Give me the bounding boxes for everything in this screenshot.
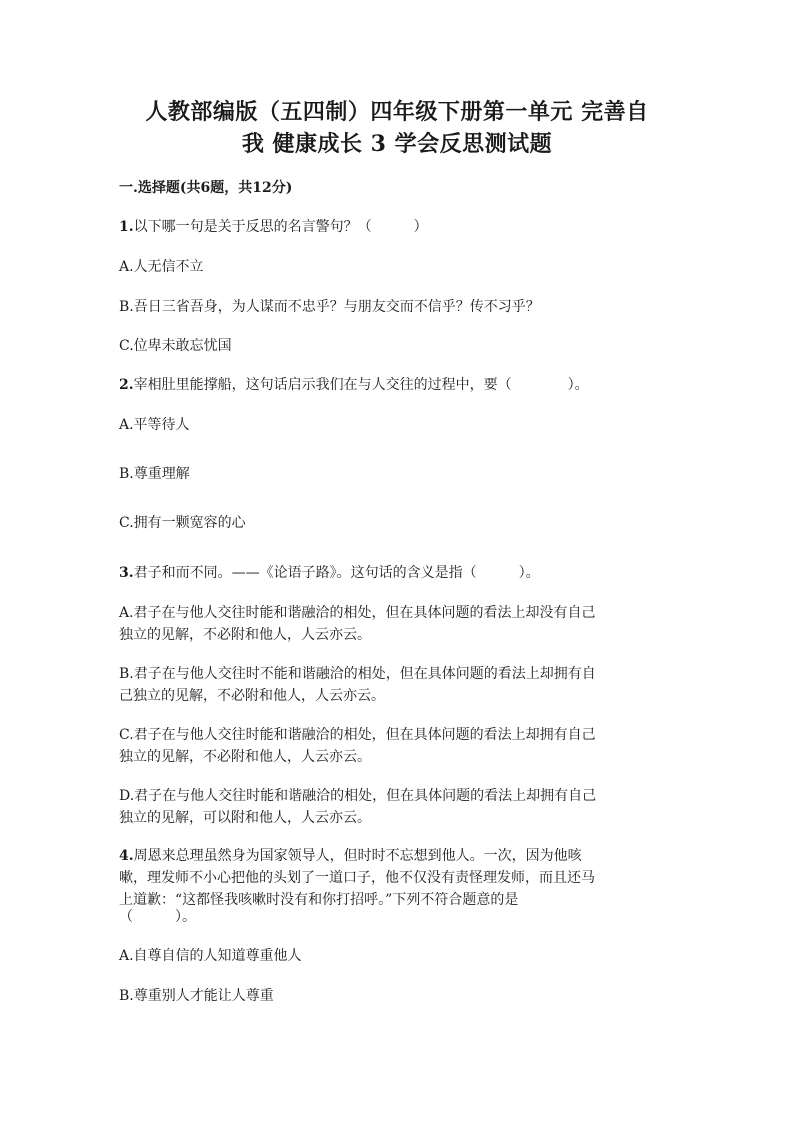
question-text: 君子和而不同。——《论语子路》。这句话的含义是指（ ）。	[133, 565, 540, 581]
question-4-option-a: A.自尊自信的人知道尊重他人	[119, 948, 302, 964]
question-number: 4.	[119, 848, 134, 864]
question-1-option-c: C.位卑未敢忘忧国	[119, 338, 232, 354]
question-3-option-a-line-2: 独立的见解，不必附和他人，人云亦云。	[119, 627, 371, 643]
question-4-stem-line-2: 嗽，理发师不小心把他的头划了一道口子，他不仅没有责怪理发师，而且还马	[119, 870, 595, 886]
question-3-stem	[119, 563, 679, 583]
question-4-stem-line-1	[119, 846, 679, 866]
question-3-option-b-line-1: B.君子在与他人交往时不能和谐融洽的相处，但在具体问题的看法上却拥有自	[119, 666, 596, 682]
question-3-option-c-line-1: C.君子在与他人交往时能和谐融洽的相处，但在具体问题的看法上却拥有自己	[119, 727, 596, 743]
question-1-stem	[119, 217, 679, 237]
question-4-stem-line-4: （ ）。	[119, 909, 196, 925]
question-text: 以下哪一句是关于反思的名言警句？（ ）	[133, 219, 428, 235]
question-2-option-b: B.尊重理解	[119, 466, 190, 482]
page-title-line-2: 我 健康成长 3 学会反思测试题	[241, 131, 553, 157]
question-3-option-d-line-2: 独立的见解，可以附和他人，人云亦云。	[119, 810, 371, 826]
question-3-option-a-line-1: A.君子在与他人交往时能和谐融洽的相处，但在具体问题的看法上却没有自己	[119, 605, 596, 621]
question-number: 2.	[119, 377, 134, 393]
question-number: 3.	[119, 565, 134, 581]
question-text: 宰相肚里能撑船，这句话启示我们在与人交往的过程中，要（ ）。	[133, 377, 589, 393]
question-text: 周恩来总理虽然身为国家领导人，但时时不忘想到他人。一次，因为他咳	[133, 848, 582, 864]
question-3-option-d-line-1: D.君子在与他人交往时能和谐融洽的相处，但在具体问题的看法上却拥有自己	[119, 788, 597, 804]
page-title-line-1: 人教部编版（五四制）四年级下册第一单元 完善自	[145, 99, 649, 125]
question-number: 1.	[119, 219, 134, 235]
question-3-option-b-line-2: 己独立的见解，不必附和他人，人云亦云。	[119, 688, 385, 704]
section-heading: 一.选择题(共6题，共12分)	[119, 180, 293, 196]
question-1-option-b: B.吾日三省吾身，为人谋而不忠乎？与朋友交而不信乎？传不习乎？	[119, 299, 540, 315]
question-2-stem	[119, 375, 679, 395]
question-1-option-a: A.人无信不立	[119, 259, 204, 275]
question-3-option-c-line-2: 独立的见解，不必附和他人，人云亦云。	[119, 749, 371, 765]
question-2-option-a: A.平等待人	[119, 417, 190, 433]
question-4-option-b: B.尊重别人才能让人尊重	[119, 988, 274, 1004]
question-2-option-c: C.拥有一颗宽容的心	[119, 515, 246, 531]
question-4-stem-line-3: 上道歉：“这都怪我咳嗽时没有和你打招呼。”下列不符合题意的是	[119, 892, 519, 908]
